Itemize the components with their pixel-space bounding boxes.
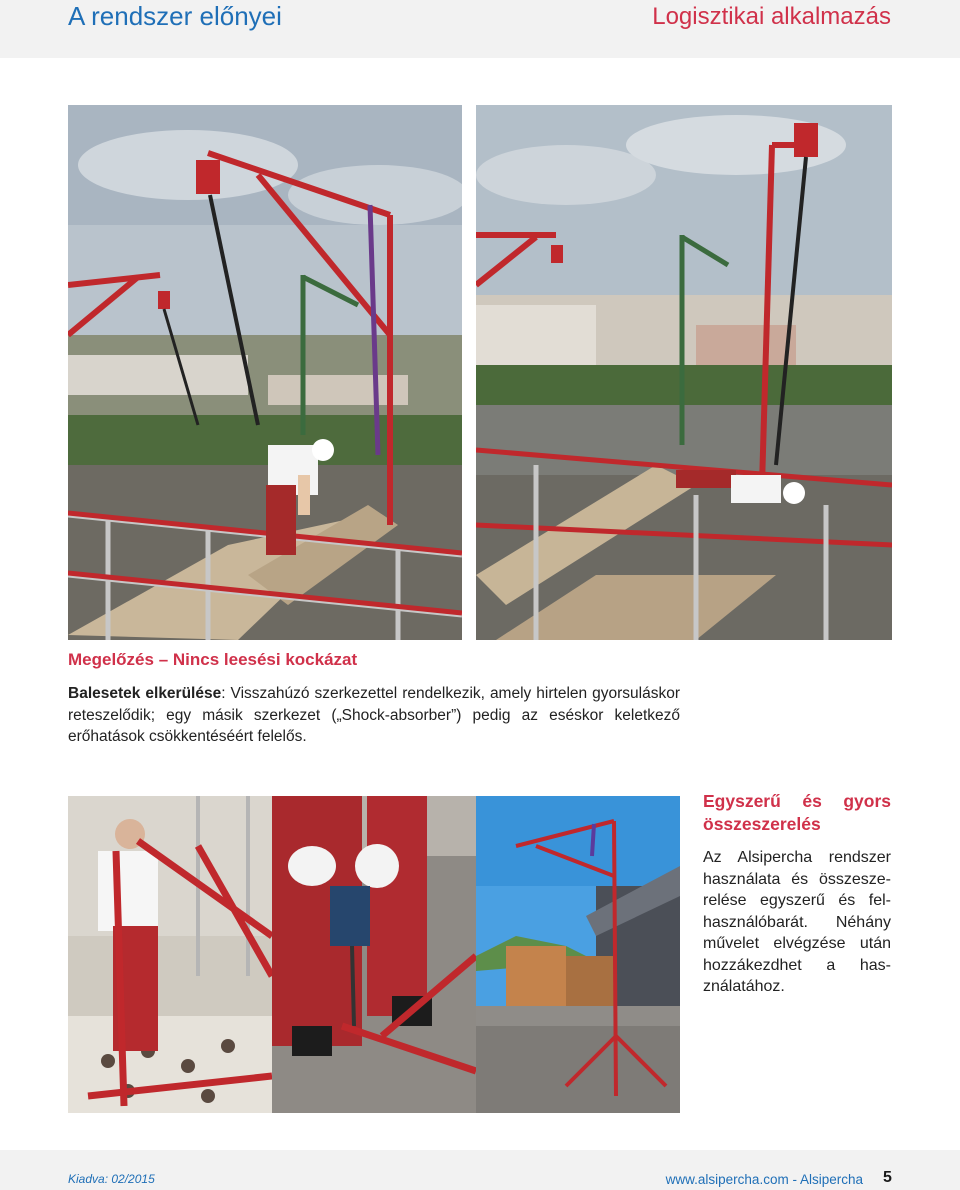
photo-worker-walking <box>68 105 462 640</box>
photo-assembly-frame <box>68 796 272 1113</box>
page-number: 5 <box>883 1169 892 1186</box>
page-footer <box>0 1150 960 1190</box>
photo-standing-frame <box>476 796 680 1113</box>
header-title: A rendszer előnyei <box>68 1 282 31</box>
section-lead: Balesetek elkerülése <box>68 685 222 702</box>
section-title: Megelőzés – Nincs leesési kockázat <box>68 650 358 669</box>
side-paragraph: Az Alsipercha rendszer használata és összeszerelése egyszerű és felhasználóbarát. Néhány művelet elvégzése után hozzákezdhet a használatához. <box>703 849 891 995</box>
section-body: : Visszahúzó szerkezettel rendelkezik, amely hirtelen gyorsuláskor reteszelődik; egy másik szerkezet („Shock-absorber”) pedig az eséskor keletkező erőhatások csökkentéséért felelős. <box>68 685 680 745</box>
footer-site <box>666 1172 863 1187</box>
page-header <box>0 0 960 58</box>
photo-worker-crawling <box>476 105 892 640</box>
header-section-title: Logisztikai alkalmazás <box>652 3 891 30</box>
photo-separator <box>462 105 476 640</box>
photo-drilling <box>272 796 476 1113</box>
website-link[interactable]: www.alsipercha.com <box>665 1172 789 1187</box>
footer-brand: - Alsipercha <box>788 1172 863 1187</box>
edition-label: Kiadva: 02/2015 <box>68 1172 155 1186</box>
side-title: Egyszerű és gyors összeszerelés <box>703 791 891 834</box>
section-paragraph <box>68 683 680 748</box>
